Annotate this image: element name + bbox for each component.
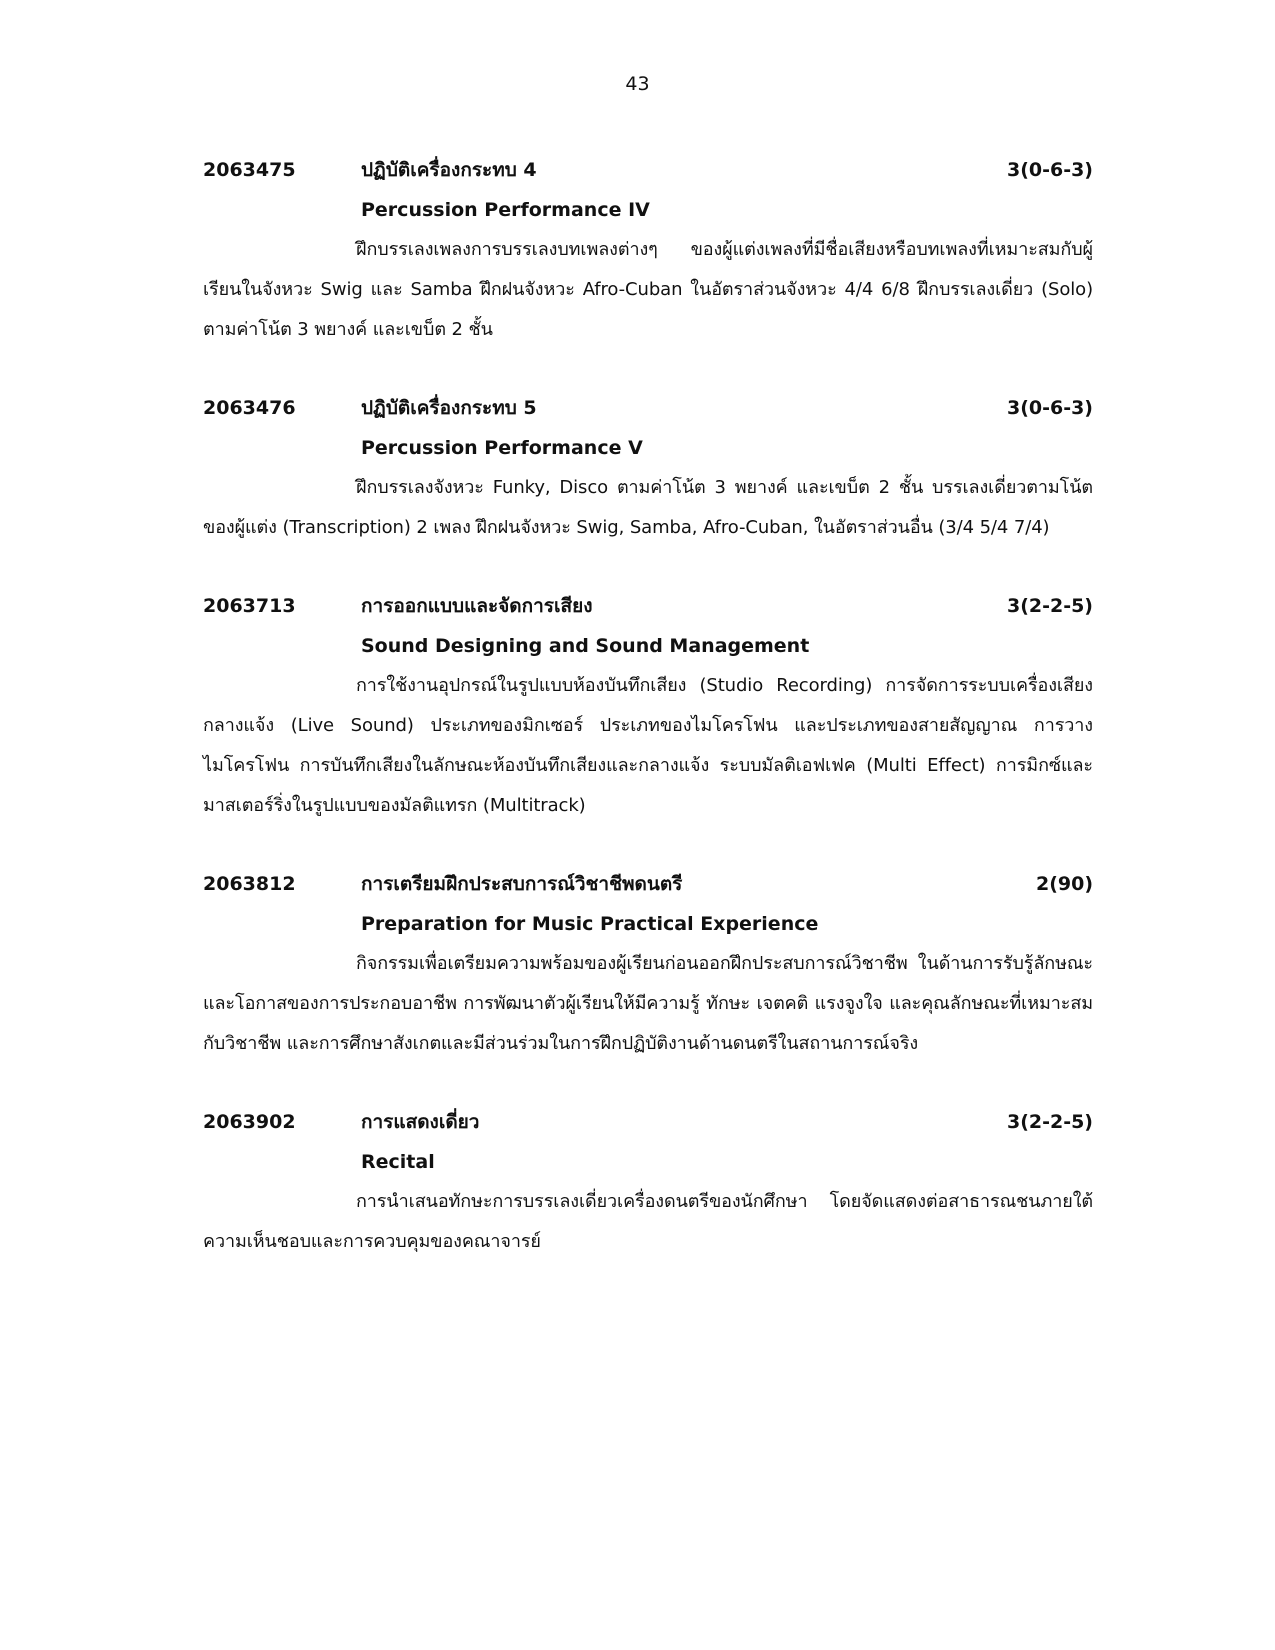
course-list bbox=[203, 150, 1093, 1300]
course-credits: 3(2-2-5) bbox=[1006, 1111, 1093, 1133]
course-title-english: Recital bbox=[361, 1151, 435, 1173]
course-entry bbox=[203, 388, 1093, 548]
course-credits: 2(90) bbox=[1035, 873, 1093, 895]
course-title-thai: ปฏิบัติเครื่องกระทบ 5 bbox=[361, 397, 537, 419]
course-title-thai: ปฏิบัติเครื่องกระทบ 4 bbox=[361, 159, 537, 181]
course-title-english: Sound Designing and Sound Management bbox=[361, 635, 810, 657]
course-title-english: Percussion Performance V bbox=[361, 437, 643, 459]
course-title-thai: การเตรียมฝึกประสบการณ์วิชาชีพดนตรี bbox=[361, 873, 683, 895]
course-code: 2063476 bbox=[203, 397, 296, 419]
course-title-thai: การแสดงเดี่ยว bbox=[361, 1111, 480, 1133]
course-entry bbox=[203, 586, 1093, 826]
course-code: 2063713 bbox=[203, 595, 296, 617]
course-code: 2063475 bbox=[203, 159, 296, 181]
course-title-english: Preparation for Music Practical Experience bbox=[361, 913, 819, 935]
course-code: 2063902 bbox=[203, 1111, 296, 1133]
course-header bbox=[203, 586, 1093, 626]
course-header bbox=[203, 150, 1093, 190]
course-header bbox=[203, 1102, 1093, 1142]
course-entry bbox=[203, 1102, 1093, 1262]
course-code: 2063812 bbox=[203, 873, 296, 895]
course-description: การนำเสนอทักษะการบรรเลงเดี่ยวเครื่องดนตรีของนักศึกษา โดยจัดแสดงต่อสาธารณชนภายใต้ความเห็นชอบและการควบคุมของคณาจารย์ bbox=[203, 1191, 1093, 1252]
course-entry bbox=[203, 864, 1093, 1064]
course-description: กิจกรรมเพื่อเตรียมความพร้อมของผู้เรียนก่อนออกฝึกประสบการณ์วิชาชีพ ในด้านการรับรู้ลักษณะและโอกาสของการประกอบอาชีพ การพัฒนาตัวผู้เรียนให้มีความรู้ ทักษะ เจตคติ แรงจูงใจ และคุณลักษณะที่เหมาะสมกับวิชาชีพ และการศึกษาสังเกตและมีส่วนร่วมในการฝึกปฏิบัติงานด้านดนตรีในสถานการณ์จริง bbox=[203, 953, 1093, 1054]
course-entry bbox=[203, 150, 1093, 350]
course-description: การใช้งานอุปกรณ์ในรูปแบบห้องบันทึกเสียง (Studio Recording) การจัดการระบบเครื่องเสียงกลางแจ้ง (Live Sound) ประเภทของมิกเซอร์ ประเภทของไมโครโฟน และประเภทของสายสัญญาณ การวางไมโครโฟน การบันทึกเสียงในลักษณะห้องบันทึกเสียงและกลางแจ้ง ระบบมัลติเอฟเฟค (Multi Effect) การมิกซ์และมาสเตอร์ริ่งในรูปแบบของมัลติแทรก (Multitrack) bbox=[203, 675, 1093, 816]
course-credits: 3(2-2-5) bbox=[1006, 595, 1093, 617]
course-credits: 3(0-6-3) bbox=[1006, 397, 1093, 419]
course-title-english: Percussion Performance IV bbox=[361, 199, 650, 221]
page-number: 43 bbox=[625, 73, 650, 95]
course-description: ฝึกบรรเลงจังหวะ Funky, Disco ตามค่าโน้ต 3 พยางค์ และเขบ็ต 2 ชั้น บรรเลงเดี่ยวตามโน้ตของผู้แต่ง (Transcription) 2 เพลง ฝึกฝนจังหวะ Swig, Samba, Afro-Cuban, ในอัตราส่วนอื่น (3/4 5/4 7/4) bbox=[203, 477, 1093, 538]
course-description: ฝึกบรรเลงเพลงการบรรเลงบทเพลงต่างๆ ของผู้แต่งเพลงที่มีชื่อเสียงหรือบทเพลงที่เหมาะสมกับผู้เรียนในจังหวะ Swig และ Samba ฝึกฝนจังหวะ Afro-Cuban ในอัตราส่วนจังหวะ 4/4 6/8 ฝึกบรรเลงเดี่ยว (Solo) ตามค่าโน้ต 3 พยางค์ และเขบ็ต 2 ชั้น bbox=[203, 239, 1093, 340]
course-title-thai: การออกแบบและจัดการเสียง bbox=[361, 595, 593, 617]
course-header bbox=[203, 864, 1093, 904]
course-credits: 3(0-6-3) bbox=[1006, 159, 1093, 181]
course-header bbox=[203, 388, 1093, 428]
